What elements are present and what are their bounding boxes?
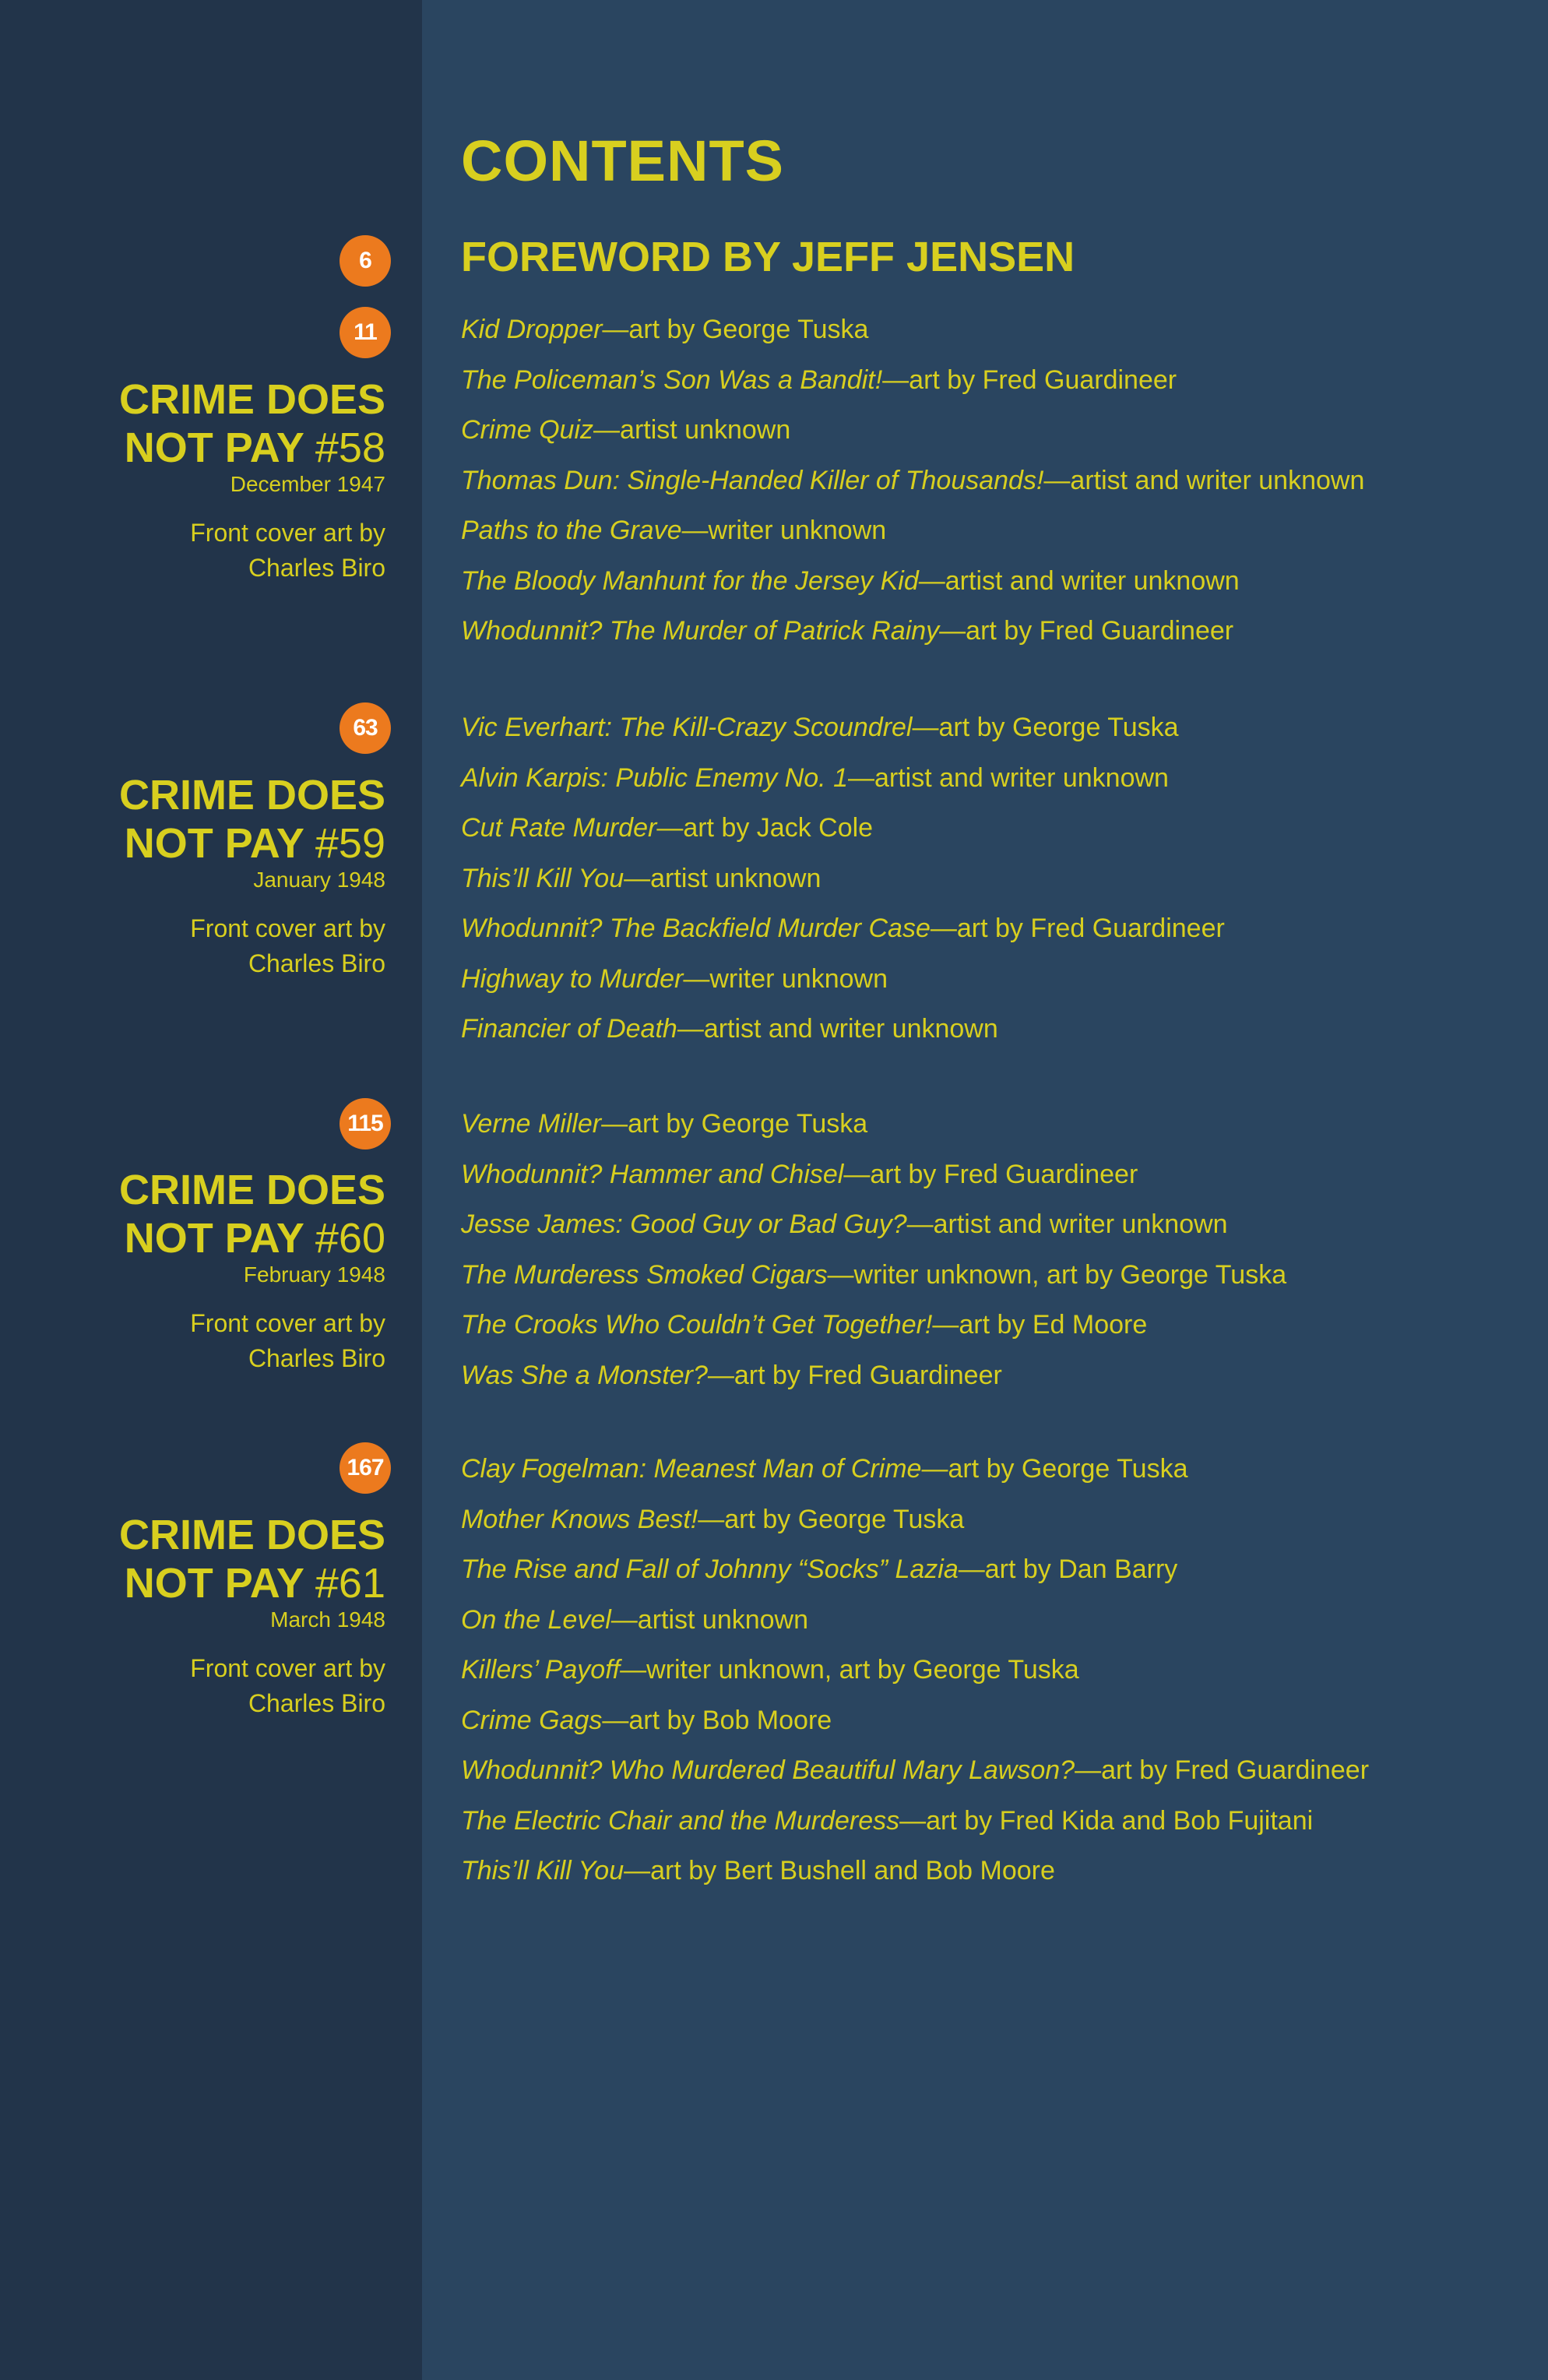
- story-entry[interactable]: [461, 854, 1225, 904]
- story-entry[interactable]: [461, 1495, 1369, 1545]
- issue-title-text: NOT PAY: [124, 820, 304, 867]
- page-badge-issue-61[interactable]: 167: [340, 1442, 391, 1494]
- story-list-issue-60: [461, 1099, 1286, 1400]
- issue-title-text: NOT PAY: [124, 424, 304, 471]
- story-credit: —art by Bob Moore: [602, 1705, 832, 1735]
- cover-credit-line1: Front cover art by: [190, 519, 385, 547]
- story-title: Clay Fogelman: Meanest Man of Crime: [461, 1454, 922, 1484]
- story-credit: —writer unknown, art by George Tuska: [620, 1655, 1079, 1685]
- story-entry[interactable]: [461, 1444, 1369, 1495]
- issue-date: February 1948: [243, 1262, 385, 1287]
- story-credit: —art by George Tuska: [912, 713, 1179, 742]
- story-title: Whodunnit? Hammer and Chisel: [461, 1159, 844, 1189]
- story-entry[interactable]: [461, 1846, 1369, 1896]
- story-title: Alvin Karpis: Public Enemy No. 1: [461, 762, 848, 793]
- story-credit: —art by Fred Guardineer: [707, 1360, 1002, 1390]
- issue-title-line2: [27, 1214, 385, 1262]
- story-entry[interactable]: [461, 305, 1364, 355]
- story-entry[interactable]: [461, 1199, 1286, 1250]
- story-title: Financier of Death: [461, 1014, 677, 1044]
- story-title: This’ll Kill You: [461, 1856, 624, 1885]
- story-title: Killers’ Payoff: [461, 1655, 621, 1685]
- story-title: Cut Rate Murder: [461, 813, 657, 843]
- story-title: Mother Knows Best!: [461, 1504, 698, 1534]
- story-entry[interactable]: [461, 1250, 1286, 1301]
- story-entry[interactable]: [461, 1004, 1225, 1054]
- issue-number: #59: [315, 820, 385, 867]
- story-title: Thomas Dun: Single-Handed Killer of Thousands!: [461, 465, 1044, 495]
- issue-title: [27, 771, 385, 868]
- story-title: This’ll Kill You: [461, 863, 624, 893]
- cover-credit: [27, 516, 385, 586]
- issue-title-text: NOT PAY: [124, 1215, 304, 1262]
- cover-credit-line1: Front cover art by: [190, 914, 385, 942]
- issue-date: March 1948: [270, 1607, 385, 1632]
- story-entry[interactable]: [461, 1745, 1369, 1796]
- story-entry[interactable]: [461, 753, 1225, 804]
- story-entry[interactable]: [461, 505, 1364, 556]
- story-credit: —art by Fred Kida and Bob Fujitani: [899, 1805, 1314, 1836]
- page-badge-issue-58[interactable]: 11: [340, 307, 391, 358]
- story-entry[interactable]: [461, 1150, 1286, 1200]
- story-entry[interactable]: [461, 954, 1225, 1005]
- story-title: Paths to the Grave: [461, 516, 682, 545]
- issue-title-line1: CRIME DOES: [118, 1167, 385, 1213]
- story-list-issue-58: [461, 305, 1364, 657]
- cover-credit-line2: Charles Biro: [248, 554, 385, 582]
- cover-credit-line2: Charles Biro: [248, 1689, 385, 1717]
- story-credit: —artist unknown: [624, 863, 821, 893]
- cover-credit-line1: Front cover art by: [190, 1309, 385, 1337]
- story-credit: —art by George Tuska: [921, 1454, 1188, 1484]
- story-credit: —writer unknown: [681, 516, 887, 545]
- story-credit: —art by George Tuska: [601, 1109, 868, 1139]
- issue-title: [27, 375, 385, 472]
- issue-heading-58: [27, 375, 385, 586]
- story-title: Whodunnit? The Backfield Murder Case: [461, 914, 931, 943]
- story-credit: —artist and writer unknown: [918, 565, 1240, 596]
- story-credit: —art by Ed Moore: [932, 1310, 1148, 1340]
- issue-title-text: NOT PAY: [124, 1560, 304, 1607]
- issue-title-line2: [27, 424, 385, 472]
- page-title: CONTENTS: [461, 129, 784, 193]
- story-entry[interactable]: [461, 1595, 1369, 1646]
- story-credit: —writer unknown: [683, 963, 888, 994]
- page-badge-issue-60[interactable]: 115: [340, 1098, 391, 1150]
- issue-date: January 1948: [253, 868, 385, 892]
- story-entry[interactable]: [461, 405, 1364, 456]
- story-title: Jesse James: Good Guy or Bad Guy?: [461, 1209, 907, 1239]
- issue-title-line2: [27, 819, 385, 868]
- story-title: The Bloody Manhunt for the Jersey Kid: [461, 565, 919, 596]
- story-credit: —art by Dan Barry: [958, 1554, 1178, 1584]
- story-credit: —artist and writer unknown: [1043, 465, 1365, 495]
- story-credit: —art by Jack Cole: [656, 813, 874, 843]
- issue-number: #60: [315, 1215, 385, 1262]
- story-entry[interactable]: [461, 702, 1225, 753]
- story-entry[interactable]: [461, 456, 1364, 506]
- story-credit: —art by George Tuska: [602, 315, 869, 344]
- story-title: The Murderess Smoked Cigars: [461, 1259, 828, 1290]
- story-list-issue-61: [461, 1444, 1369, 1896]
- issue-heading-61: [27, 1511, 385, 1721]
- page-badge-issue-59[interactable]: 63: [340, 702, 391, 754]
- issue-heading-59: [27, 771, 385, 981]
- foreword-entry[interactable]: FOREWORD BY JEFF JENSEN: [461, 234, 1075, 280]
- story-entry[interactable]: [461, 606, 1364, 657]
- story-credit: —art by Fred Guardineer: [1075, 1755, 1370, 1785]
- page-badge-foreword[interactable]: 6: [340, 235, 391, 287]
- story-entry[interactable]: [461, 1645, 1369, 1695]
- story-credit: —art by Fred Guardineer: [939, 616, 1234, 646]
- story-credit: —art by Fred Guardineer: [882, 364, 1177, 395]
- story-title: Verne Miller: [461, 1109, 602, 1139]
- story-title: Highway to Murder: [461, 963, 684, 994]
- story-entry[interactable]: [461, 1350, 1286, 1401]
- story-credit: —writer unknown, art by George Tuska: [827, 1259, 1287, 1290]
- story-title: Kid Dropper: [461, 315, 603, 344]
- story-title: Crime Quiz: [461, 415, 594, 445]
- story-list-issue-59: [461, 702, 1225, 1054]
- story-title: The Crooks Who Couldn’t Get Together!: [461, 1310, 933, 1340]
- issue-title: [27, 1511, 385, 1607]
- issue-title-line1: CRIME DOES: [118, 772, 385, 819]
- story-title: Whodunnit? Who Murdered Beautiful Mary Lawson?: [461, 1755, 1075, 1785]
- issue-title-line2: [27, 1559, 385, 1607]
- story-entry[interactable]: [461, 1796, 1369, 1847]
- story-credit: —artist and writer unknown: [677, 1014, 998, 1044]
- story-title: The Electric Chair and the Murderess: [461, 1805, 900, 1836]
- story-credit: —art by Fred Guardineer: [930, 914, 1225, 943]
- cover-credit-line2: Charles Biro: [248, 949, 385, 977]
- issue-number: #61: [315, 1560, 385, 1607]
- cover-credit: [27, 1306, 385, 1376]
- cover-credit-line1: Front cover art by: [190, 1654, 385, 1682]
- issue-heading-60: [27, 1166, 385, 1376]
- story-credit: —art by Fred Guardineer: [843, 1159, 1138, 1189]
- story-title: Whodunnit? The Murder of Patrick Rainy: [461, 616, 940, 646]
- story-entry[interactable]: [461, 1544, 1369, 1595]
- issue-title: [27, 1166, 385, 1262]
- story-title: On the Level: [461, 1604, 611, 1635]
- story-entry[interactable]: [461, 903, 1225, 954]
- story-entry[interactable]: [461, 1099, 1286, 1150]
- story-title: The Rise and Fall of Johnny “Socks” Lazia: [461, 1554, 959, 1584]
- issue-title-line1: CRIME DOES: [118, 1512, 385, 1558]
- cover-credit-line2: Charles Biro: [248, 1344, 385, 1372]
- story-entry[interactable]: [461, 556, 1364, 607]
- story-entry[interactable]: [461, 1300, 1286, 1350]
- story-title: Was She a Monster?: [461, 1360, 708, 1390]
- story-credit: —artist unknown: [593, 415, 791, 445]
- story-title: Crime Gags: [461, 1705, 603, 1735]
- story-title: Vic Everhart: The Kill-Crazy Scoundrel: [461, 713, 913, 742]
- cover-credit: [27, 911, 385, 981]
- issue-number: #58: [315, 424, 385, 471]
- issue-date: December 1947: [230, 472, 385, 496]
- story-title: The Policeman’s Son Was a Bandit!: [461, 364, 883, 395]
- story-credit: —artist unknown: [610, 1604, 809, 1635]
- story-credit: —artist and writer unknown: [906, 1209, 1228, 1239]
- story-credit: —art by George Tuska: [698, 1504, 965, 1534]
- story-entry[interactable]: [461, 1695, 1369, 1746]
- story-credit: —art by Bert Bushell and Bob Moore: [624, 1856, 1055, 1885]
- story-entry[interactable]: [461, 803, 1225, 854]
- story-credit: —artist and writer unknown: [847, 762, 1169, 793]
- story-entry[interactable]: [461, 355, 1364, 406]
- cover-credit: [27, 1651, 385, 1721]
- issue-title-line1: CRIME DOES: [118, 376, 385, 423]
